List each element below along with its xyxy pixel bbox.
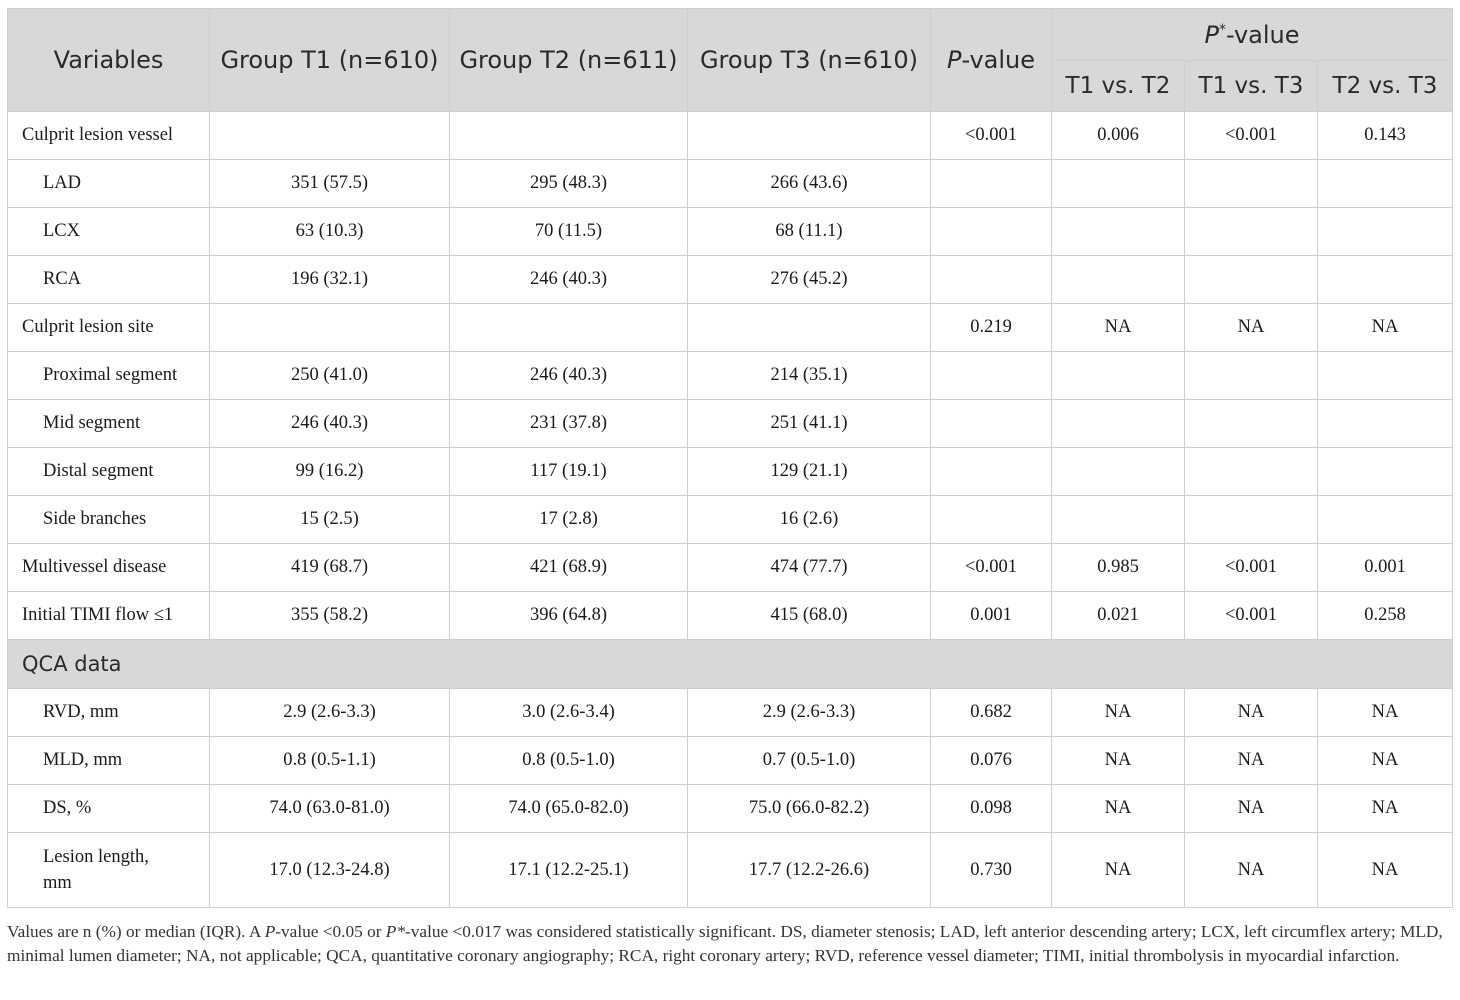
cell-group-t1: 74.0 (63.0-81.0) (210, 785, 450, 833)
cell-t2-vs-t3 (1318, 160, 1453, 208)
cell-t2-vs-t3: 0.258 (1318, 592, 1453, 640)
cell-p-value (931, 160, 1052, 208)
cell-group-t2: 0.8 (0.5-1.0) (450, 737, 688, 785)
cell-group-t2: 17 (2.8) (450, 496, 688, 544)
row-label: LAD (8, 160, 210, 208)
row-label: Distal segment (8, 448, 210, 496)
cell-group-t1: 419 (68.7) (210, 544, 450, 592)
cell-p-value: 0.076 (931, 737, 1052, 785)
cell-group-t3: 68 (11.1) (688, 208, 931, 256)
table-row (8, 544, 1453, 592)
header-t2-vs-t3: T2 vs. T3 (1318, 61, 1453, 112)
header-p-rest: -value (961, 46, 1036, 74)
cell-p-value (931, 448, 1052, 496)
table-header (8, 9, 1453, 112)
row-label: Proximal segment (8, 352, 210, 400)
row-label: Side branches (8, 496, 210, 544)
table-footnote (7, 920, 1457, 968)
cell-group-t3: 266 (43.6) (688, 160, 931, 208)
cell-t1-vs-t2: NA (1052, 737, 1185, 785)
footnote-part3: -value <0.017 was considered statistically significant. DS, diameter stenosis; LAD, left anterior descending artery; LCX, left circumflex artery; MLD, minimal lumen diameter; NA, not applicable; QCA, quantitative coronary angiography; RCA, right coronary artery; RVD, reference vessel diameter; TIMI, initial thrombolysis in myocardial infarction. (7, 922, 1443, 965)
cell-group-t2: 70 (11.5) (450, 208, 688, 256)
row-label: DS, % (8, 785, 210, 833)
row-label: Initial TIMI flow ≤1 (8, 592, 210, 640)
table-row (8, 112, 1453, 160)
header-pstar-sup: * (1218, 21, 1226, 38)
cell-t1-vs-t2: NA (1052, 833, 1185, 908)
cell-group-t1: 355 (58.2) (210, 592, 450, 640)
cell-t1-vs-t2 (1052, 496, 1185, 544)
cell-group-t3 (688, 112, 931, 160)
cell-group-t2: 17.1 (12.2-25.1) (450, 833, 688, 908)
row-label: Multivessel disease (8, 544, 210, 592)
cell-group-t3: 276 (45.2) (688, 256, 931, 304)
header-pstar-rest: -value (1225, 20, 1300, 49)
cell-group-t2: 396 (64.8) (450, 592, 688, 640)
results-table (7, 8, 1453, 908)
cell-t2-vs-t3 (1318, 352, 1453, 400)
cell-t2-vs-t3: NA (1318, 833, 1453, 908)
cell-group-t2: 231 (37.8) (450, 400, 688, 448)
cell-group-t2: 295 (48.3) (450, 160, 688, 208)
header-group-t2: Group T2 (n=611) (450, 9, 688, 112)
table-row (8, 496, 1453, 544)
header-variables: Variables (8, 9, 210, 112)
row-label: RVD, mm (8, 689, 210, 737)
cell-group-t3: 415 (68.0) (688, 592, 931, 640)
cell-group-t3: 16 (2.6) (688, 496, 931, 544)
table-row (8, 785, 1453, 833)
cell-t1-vs-t2 (1052, 448, 1185, 496)
table-row (8, 352, 1453, 400)
cell-t1-vs-t2: NA (1052, 304, 1185, 352)
cell-t1-vs-t2 (1052, 256, 1185, 304)
cell-group-t2: 74.0 (65.0-82.0) (450, 785, 688, 833)
cell-group-t3 (688, 304, 931, 352)
table-row (8, 256, 1453, 304)
row-label: LCX (8, 208, 210, 256)
cell-group-t1 (210, 112, 450, 160)
cell-t1-vs-t2: 0.006 (1052, 112, 1185, 160)
cell-t2-vs-t3 (1318, 496, 1453, 544)
cell-t1-vs-t3: <0.001 (1185, 112, 1318, 160)
table-row (8, 400, 1453, 448)
cell-t2-vs-t3: NA (1318, 737, 1453, 785)
cell-group-t3: 2.9 (2.6-3.3) (688, 689, 931, 737)
cell-p-value (931, 208, 1052, 256)
footnote-pstar-italic: P* (385, 922, 405, 941)
cell-t1-vs-t3: <0.001 (1185, 544, 1318, 592)
cell-t2-vs-t3: 0.143 (1318, 112, 1453, 160)
cell-t2-vs-t3: NA (1318, 689, 1453, 737)
cell-t1-vs-t3: NA (1185, 785, 1318, 833)
table-row (8, 160, 1453, 208)
cell-group-t2: 246 (40.3) (450, 256, 688, 304)
cell-p-value: 0.730 (931, 833, 1052, 908)
cell-group-t1: 246 (40.3) (210, 400, 450, 448)
table-body (8, 112, 1453, 908)
cell-t1-vs-t3: <0.001 (1185, 592, 1318, 640)
cell-t1-vs-t3 (1185, 400, 1318, 448)
table-row (8, 689, 1453, 737)
cell-group-t3: 251 (41.1) (688, 400, 931, 448)
cell-p-value: 0.001 (931, 592, 1052, 640)
cell-group-t2: 246 (40.3) (450, 352, 688, 400)
cell-t1-vs-t2: 0.021 (1052, 592, 1185, 640)
cell-group-t1: 196 (32.1) (210, 256, 450, 304)
section-row-qca (8, 640, 1453, 689)
footnote-p-italic: P (264, 922, 276, 941)
cell-group-t3: 17.7 (12.2-26.6) (688, 833, 931, 908)
cell-group-t2 (450, 112, 688, 160)
cell-t1-vs-t3 (1185, 352, 1318, 400)
cell-group-t3: 474 (77.7) (688, 544, 931, 592)
cell-t1-vs-t3: NA (1185, 737, 1318, 785)
cell-t1-vs-t3 (1185, 496, 1318, 544)
cell-t2-vs-t3 (1318, 448, 1453, 496)
cell-p-value: <0.001 (931, 544, 1052, 592)
cell-t1-vs-t2 (1052, 160, 1185, 208)
cell-t1-vs-t3 (1185, 256, 1318, 304)
cell-t1-vs-t3 (1185, 160, 1318, 208)
header-t1-vs-t2: T1 vs. T2 (1052, 61, 1185, 112)
cell-group-t2: 117 (19.1) (450, 448, 688, 496)
cell-group-t3: 214 (35.1) (688, 352, 931, 400)
cell-group-t3: 129 (21.1) (688, 448, 931, 496)
header-pstar-italic: P (1204, 20, 1219, 49)
row-label: MLD, mm (8, 737, 210, 785)
cell-t1-vs-t2: NA (1052, 785, 1185, 833)
cell-group-t2: 421 (68.9) (450, 544, 688, 592)
cell-group-t1: 17.0 (12.3-24.8) (210, 833, 450, 908)
row-label: Mid segment (8, 400, 210, 448)
table-row (8, 592, 1453, 640)
cell-p-value: 0.682 (931, 689, 1052, 737)
cell-p-value: 0.098 (931, 785, 1052, 833)
row-label: Culprit lesion vessel (8, 112, 210, 160)
cell-t2-vs-t3: 0.001 (1318, 544, 1453, 592)
cell-p-value: 0.219 (931, 304, 1052, 352)
cell-t1-vs-t3: NA (1185, 833, 1318, 908)
header-group-t3: Group T3 (n=610) (688, 9, 931, 112)
table-row (8, 448, 1453, 496)
header-p-italic: P (946, 46, 962, 74)
table-row (8, 208, 1453, 256)
cell-t1-vs-t3: NA (1185, 304, 1318, 352)
row-label: Culprit lesion site (8, 304, 210, 352)
cell-group-t3: 75.0 (66.0-82.2) (688, 785, 931, 833)
table-row (8, 304, 1453, 352)
cell-t2-vs-t3: NA (1318, 785, 1453, 833)
cell-t1-vs-t3 (1185, 448, 1318, 496)
footnote-part2: -value <0.05 or (275, 922, 386, 941)
cell-group-t2: 3.0 (2.6-3.4) (450, 689, 688, 737)
cell-group-t1: 99 (16.2) (210, 448, 450, 496)
header-t1-vs-t3: T1 vs. T3 (1185, 61, 1318, 112)
cell-t1-vs-t2 (1052, 352, 1185, 400)
table-row (8, 833, 1453, 908)
cell-p-value: <0.001 (931, 112, 1052, 160)
cell-group-t1: 0.8 (0.5-1.1) (210, 737, 450, 785)
cell-group-t2 (450, 304, 688, 352)
cell-t2-vs-t3 (1318, 208, 1453, 256)
cell-group-t1 (210, 304, 450, 352)
header-group-t1: Group T1 (n=610) (210, 9, 450, 112)
cell-t1-vs-t3 (1185, 208, 1318, 256)
cell-t1-vs-t3: NA (1185, 689, 1318, 737)
cell-group-t1: 2.9 (2.6-3.3) (210, 689, 450, 737)
cell-t1-vs-t2 (1052, 208, 1185, 256)
cell-t2-vs-t3 (1318, 400, 1453, 448)
cell-t1-vs-t2: NA (1052, 689, 1185, 737)
row-label: RCA (8, 256, 210, 304)
cell-p-value (931, 400, 1052, 448)
cell-group-t1: 351 (57.5) (210, 160, 450, 208)
footnote-part1: Values are n (%) or median (IQR). A (7, 922, 265, 941)
row-label: Lesion length, mm (8, 833, 210, 908)
cell-p-value (931, 256, 1052, 304)
section-title-qca: QCA data (8, 640, 1453, 689)
cell-t1-vs-t2 (1052, 400, 1185, 448)
cell-group-t1: 63 (10.3) (210, 208, 450, 256)
header-pstar-value (1052, 9, 1453, 61)
cell-t2-vs-t3 (1318, 256, 1453, 304)
cell-group-t1: 250 (41.0) (210, 352, 450, 400)
cell-group-t3: 0.7 (0.5-1.0) (688, 737, 931, 785)
header-p-value (931, 9, 1052, 112)
cell-t2-vs-t3: NA (1318, 304, 1453, 352)
cell-group-t1: 15 (2.5) (210, 496, 450, 544)
cell-t1-vs-t2: 0.985 (1052, 544, 1185, 592)
cell-p-value (931, 496, 1052, 544)
cell-p-value (931, 352, 1052, 400)
table-row (8, 737, 1453, 785)
